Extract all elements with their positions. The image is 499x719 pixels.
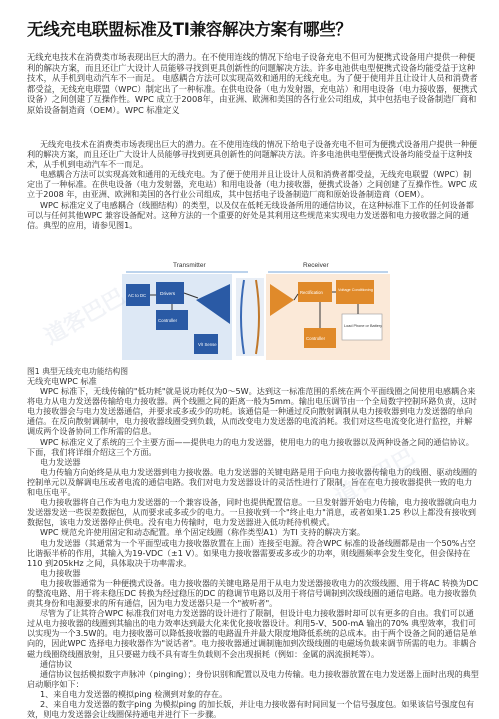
svg-text:Voltage Conditioning: Voltage Conditioning [338, 288, 373, 292]
body-paragraph: 电力接收器将自己作为电力发送器的一个兼容设备，同时也提供配置信息。一旦发射器开始电力传输，电力接收器就向电力发送器发送一些误差数据包，从而要求或多或少的电力。一旦接收到一个"终止电力"消息，或者如果1.25 秒以上都没有接收到数据包，该电力发送器停止供电。没有电力传输时，电力发送器进入低功耗待机模式。 [27, 497, 478, 528]
body-paragraph: 电力接收器通常为一种便携式设备。电力接收器的关键电路是用于从电力发送器接收电力的次级线圈、用于将AC 转换为DC 的整流电路、用于将未稳压DC 转换为经过稳压的DC 的稳调节电路以及用于将信号调制到次级线圈的通信电路。电力接收器负责其身份和电源要求的所有通信，因为电力发送器只是一个"被听者"。 [27, 577, 479, 609]
figure-caption: 图1 典型无线充电功能结构图 [27, 367, 129, 376]
watermark: 道客巴巴 [330, 444, 420, 511]
section-heading: 无线充电WPC 标准 [27, 376, 97, 386]
watermark: 道客巴巴 [40, 284, 130, 351]
list-item: 1、来自电力发送器的模拟ping 检测到对象的存在。 [39, 688, 228, 699]
svg-text:Controller: Controller [158, 318, 178, 323]
section-heading: 电力发送器 [39, 456, 81, 467]
body-paragraph: WPC 标准下，无线传输的"低功耗"就是说功耗仅为0～5W。达到这一标准范围的系统在两个平面线圈之间使用电感耦合来将电力从电力发送器传输给电力接收器。两个线圈之间的距离一般为5mm。输出电压调节由一个全局数字控制环路负责，这时电力接收器会与电力发送器通信，并要求或多或少的功耗。该通信是一种通过反向散射调制从电力接收器到电力发送器的单向通信。在反向散射调制中，电力接收器线圈受到负载，从而改变电力发送器的电流消耗。我们对这些电流变化进行监控，并解调成两个设备协同工作所需的信息。 [27, 386, 477, 437]
svg-text:AC to DC: AC to DC [128, 293, 147, 298]
body-paragraph: WPC 标准定义了系统的三个主要方面——提供电力的电力发送器，使用电力的电力接收器以及两种设备之间的通信协议。下面，我们将详细介绍这三个方面。 [27, 436, 474, 457]
body-paragraph: 电力传输方向始终是从电力发送器到电力接收器。电力发送器的关键电路是用于向电力接收器传输电力的线圈、驱动线圈的控制单元以及解调电压或者电流的通信电路。我们对电力发送器设计的灵活性进行了限制，旨在在电力接收器提供一致的电力和电压电平。 [27, 466, 478, 498]
body-paragraph: 通信协议包括模拟数字声脉冲（pinging）；身份识别和配置以及电力传输。电力接收器放置在电力发送器上面时出现的典型启动顺序如下： [27, 668, 479, 689]
body-paragraph: 电感耦合方法可以实现高效和通用的无线充电。为了便于使用并且让设计人员和消费者都受益，无线充电联盟（WPC）制定出了一种标准。在供电设备（电力发射器，充电站）和用电设备（电力接收器，便携式设备）之间创建了互操作性。WPC 成立于2008 年，由亚洲、欧洲和美国的各行业公司组成，其中包括电子设备制造厂商和原始设备制造商（OEM）。 [27, 169, 478, 200]
svg-text:V/I Sense: V/I Sense [198, 342, 217, 347]
body-paragraph: 无线充电技术在消费类市场表现出巨大的潜力。在不使用连线的情况下给电子设备充电不但可为便携式设备用户提供一种便利的解决方案，而且还让广大设计人员能够寻找到更具创新性的问题解决方法。许多电池供电型便携式设备均能受益于这种技术，从手机到电动汽车不一而足。 [27, 139, 478, 170]
page-title: 无线充电联盟标准及TI兼容解决方案有哪些？ [27, 20, 352, 39]
intro-text: 无线充电技术在消费类市场表现出巨大的潜力。在不使用连线的情况下给电子设备充电不但可为便携式设备用户提供一种便利的解决方案，而且还让广大设计人员能够寻找到更具创新性的问题解决方法。许多电池供电型便携式设备均能受益于这种技术，从手机到电动汽车不一而足。 电感耦合方法可以实现高效和通用的无线充电。为了便于使用并且让设计人员和消费者都受益，无线充电联盟（WPC）制定出了一种标准。在供电设备（电力发射器，充电站）和用电设备（电力接收器，便携式设备）之间创建了互操作性。WPC 成立于2008年，由亚洲、欧洲和美国的各行业公司组成，其中包括电子设备制造厂商和原始设备制造商（OEM）。WPC 标准定义 [27, 52, 478, 115]
receiver-label: Receiver [303, 262, 329, 269]
intro-paragraph [27, 52, 479, 116]
svg-text:Controller: Controller [306, 336, 326, 341]
section-heading: 电力接收器 [39, 567, 81, 578]
body-paragraph: WPC 标准定义了电感耦合（线圈结构）的类型，以及仅在低耗无线设备所用的通信协议，在这种标准下工作的任何设备都可以与任何其他WPC 兼容设备配对。这种方法的一个重要的好处是其利用这些规范来实现电力发送器和电力接收器之间的通信。典型的应用，请参见图1。 [27, 199, 474, 230]
transmitter-label: Transmitter [173, 262, 206, 269]
voltage-conditioning-block [336, 280, 374, 304]
block-diagram-figure [118, 260, 394, 363]
body-paragraph: 电力发送器（其通常为一个平面型或电力接收器放置在上面）连接至电源。符合WPC 标准的设备线圈都是由一个50%占空比谐振半桥的作用，其输入为19-VDC（±1 V）。如果电力接收器需要或多或少的功率，则线圈频率会发生变化，但会保持在110 到205kHz 之间，具体取决于功率需求。 [27, 537, 476, 568]
body-paragraph: WPC 规范允许使用固定和动态配置。单个固定线圈（称作类型A1）为TI 支持的解决方案。 [39, 527, 365, 538]
svg-text:Drivers: Drivers [160, 292, 176, 297]
svg-text:Load Phone or Battery: Load Phone or Battery [344, 324, 382, 328]
body-bottom [27, 376, 479, 719]
body-top [27, 139, 479, 230]
section-heading: 通信协议 [39, 658, 73, 669]
body-paragraph: 尽管为了让其符合WPC 标准我们对电力发送器的设计进行了限制，但设计电力接收器时却可以有更多的自由。我们可以通过从电力接收器的线圈到其输出的电力效率达到最大化来优化接收器设计。利用5-V、500-mA 输出的70% 典型效率，我们可以实现为一个3.5W的。电力接收器可以降低接收器的电路温升并最大限度地降低系统的总成本。由于两个设备之间的通信是单向的，因此WPC 选择电力接收器作为"说话者"。电力接收器通过调制施加到次级线圈的电磁场负载来调节所需的电力。非耦合磁力线圈绕线圈放射，且只要磁力线不具有寄生负载则不会出现损耗（例如：金属的涡流损耗等）。 [27, 608, 477, 659]
svg-text:Rectification: Rectification [300, 290, 323, 295]
list-item: 2、来自电力发送器的数字ping 为模拟ping 的加长版，并让电力接收器有时间回复一个信号强度包。如果该信号强度包有效，则电力发送器会让线圈保持通电并进行下一步骤。 [27, 699, 475, 719]
